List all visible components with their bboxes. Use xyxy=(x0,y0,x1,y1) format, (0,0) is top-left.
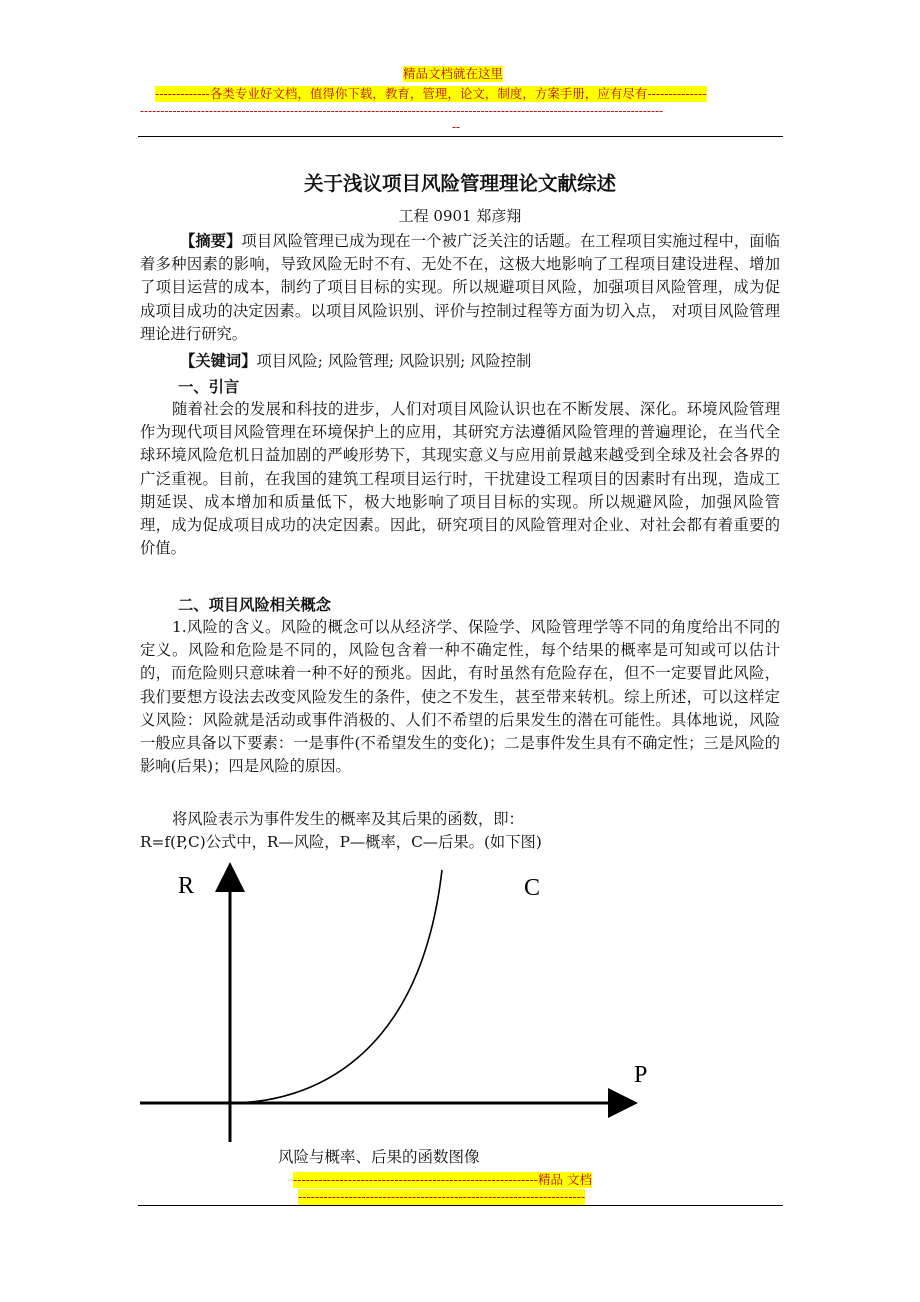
section1-paragraph: 随着社会的发展和科技的进步，人们对项目风险认识也在不断发展、深化。环境风险管理作为现代项目风险管理在环境保护上的应用，其研究方法遵循风险管理的普遍理论，在当代全球环境风险危机日益加剧的严峻形势下，其现实意义与应用前景越来越受到全球及社会各界的广泛重视。目前，在我国的建筑工程项目运行时，干扰建设工程项目的因素时有出现，造成工期延误、成本增加和质量低下，极大地影响了项目目标的实现。所以规避风险，加强风险管理，成为促成项目成功的决定因素。因此，研究项目的风险管理对企业、对社会都有着重要的价值。 xyxy=(140,400,780,558)
section1-heading: 一、引言 xyxy=(178,378,240,396)
footer-rule xyxy=(138,1205,783,1206)
risk-curve xyxy=(230,870,442,1103)
header-banner-tagline: -------------各类专业好文档，值得你下载，教育，管理，论文，制度，方案手册，应有尽有-------------- xyxy=(155,86,707,101)
keywords-label: 【关键词】 xyxy=(180,352,257,370)
header-banner-title: 精品文档就在这里 xyxy=(403,66,504,81)
keywords-text: 项目风险; 风险管理; 风险识别; 风险控制 xyxy=(256,352,532,370)
keywords-paragraph xyxy=(140,350,780,373)
abstract-paragraph xyxy=(140,230,780,346)
document-title: 关于浅议项目风险管理理论文献综述 xyxy=(303,172,616,195)
x-axis-label: P xyxy=(634,1062,648,1088)
footer-banner-line2: -------------------------------------------------------------------- xyxy=(298,1189,586,1204)
section2-heading: 二、项目风险相关概念 xyxy=(178,596,331,614)
figure-caption: 风险与概率、后果的函数图像 xyxy=(278,1148,480,1166)
y-axis-label: R xyxy=(178,873,195,899)
header-rule xyxy=(138,136,783,137)
section2-paragraph: 1.风险的含义。风险的概念可以从经济学、保险学、风险管理学等不同的角度给出不同的定义。风险和危险是不同的，风险包含着一种不确定性，每个结果的概率是可知或可以估计的，而危险则只意味着一种不好的预兆。因此，有时虽然有危险存在，但不一定要冒此风险，我们要想方设法去改变风险发生的条件，使之不发生，甚至带来转机。综上所述，可以这样定义风险：风险就是活动或事件消极的、人们不希望的后果发生的潜在可能性。具体地说，风险一般应具备以下要素：一是事件(不希望发生的变化)；二是事件发生具有不确定性；三是风险的影响(后果)；四是风险的原因。 xyxy=(140,618,780,776)
curve-label: C xyxy=(524,875,541,901)
header-dashed-tail: -- xyxy=(452,120,461,134)
formula-line: R=f(P,C)公式中，R—风险，P—概率，C—后果。(如下图) xyxy=(140,833,542,851)
header-dashed-line: --------------------------------------------------------------------------------------------------------------------------------- xyxy=(140,104,664,118)
formula-intro: 将风险表示为事件发生的概率及其后果的函数，即： xyxy=(172,810,524,828)
footer-banner-line1: ----------------------------------------------------------精品 文档 xyxy=(293,1172,592,1187)
abstract-text: 项目风险管理已成为现在一个被广泛关注的话题。在工程项目实施过程中，面临着多种因素的影响，导致风险无时不有、无处不在，这极大地影响了工程项目建设进程、增加了项目运营的成本，制约了项目目标的实现。所以规避项目风险，加强项目风险管理，成为促成项目成功的决定因素。以项目风险识别、评价与控制过程等方面为切入点， 对项目风险管理理论进行研究。 xyxy=(140,232,780,343)
document-author: 工程 0901 郑彦翔 xyxy=(398,207,522,225)
risk-function-figure xyxy=(140,860,652,1145)
abstract-label: 【摘要】 xyxy=(180,232,242,250)
